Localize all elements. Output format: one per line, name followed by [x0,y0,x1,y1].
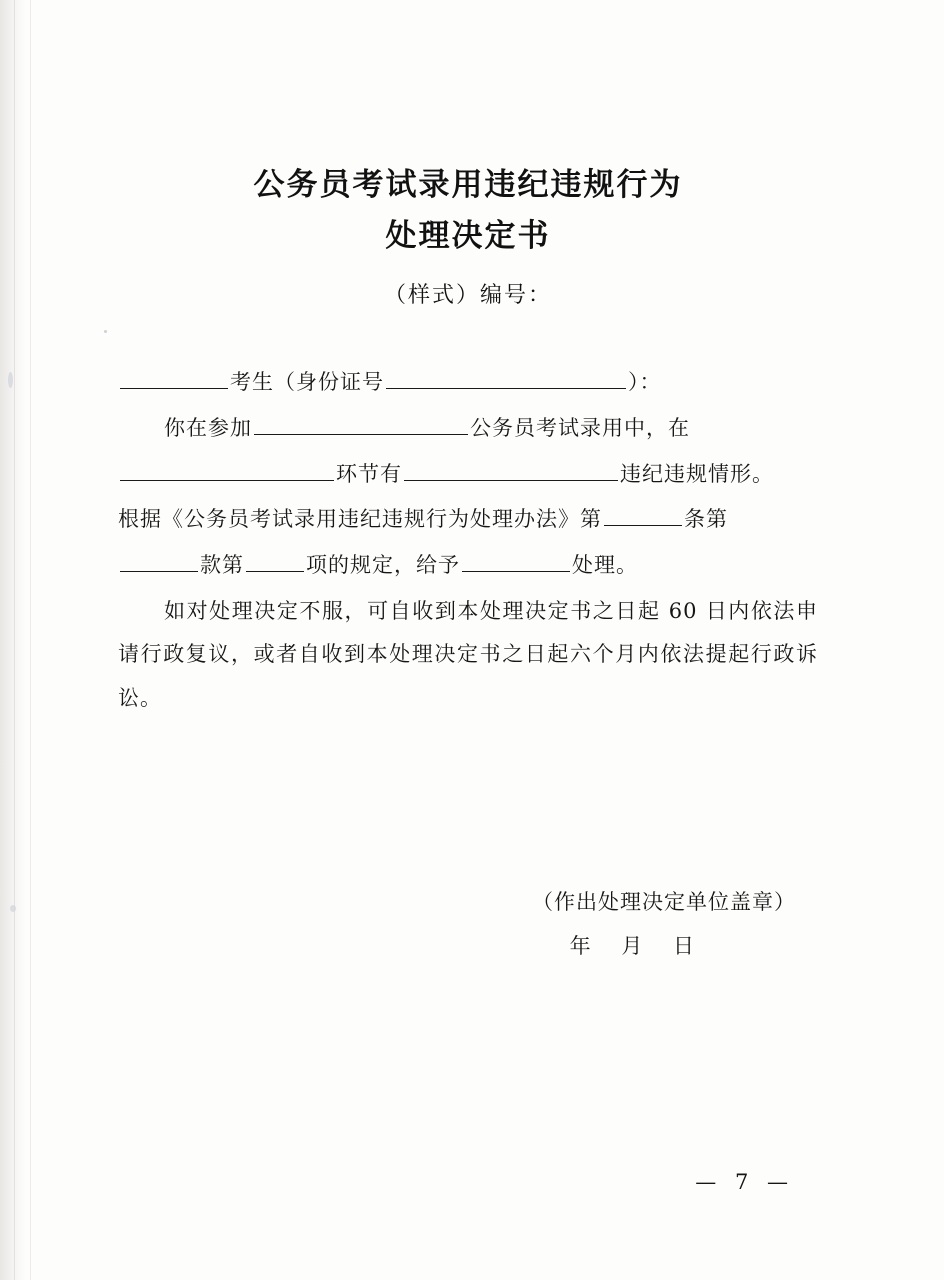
blank-violation[interactable] [404,458,618,481]
scan-speck [10,905,16,912]
document-text [118,361,818,720]
paragraph-1 [118,407,818,451]
document-subtitle: （样式）编号： [383,283,552,309]
p1-text-a: 你在参加 [164,415,252,440]
signature-block [118,880,818,968]
p4-text-a: 款第 [200,552,244,577]
scan-artifact-line [14,0,15,1280]
scan-artifact-line [30,0,31,1280]
title-line-2: 处理决定书 [385,218,551,255]
blank-stage[interactable] [120,458,334,481]
p2-text-b: 违纪违规情形。 [620,461,774,486]
scan-speck [8,372,13,388]
p4-text-b: 项的规定，给予 [306,552,460,577]
paragraph-4 [118,544,818,588]
signature-organization: （作出处理决定单位盖章） [532,890,796,914]
p3-text-b: 条第 [684,507,728,532]
title-line-1: 公务员考试录用违纪违规行为 [253,167,683,203]
blank-candidate-name[interactable] [120,366,228,389]
blank-article[interactable] [604,503,682,526]
page-title [118,160,818,262]
addressee-line [118,361,818,405]
paragraph-5: 如对处理决定不服，可自收到本处理决定书之日起 60 日内依法申请行政复议，或者自收到本处理决定书之日起六个月内依法提起行政诉讼。 [118,598,818,710]
p3-text-a: 根据《公务员考试录用违纪违规行为处理办法》第 [118,507,602,532]
paragraph-3 [118,498,818,542]
page-number: — 7 — [695,1170,794,1194]
p2-text-a: 环节有 [336,461,402,486]
p1-text-b: 公务员考试录用中，在 [470,415,690,440]
scan-edge-shadow [0,0,26,1280]
signature-date: 年 月 日 [569,934,706,959]
blank-exam-name[interactable] [254,412,468,435]
document-body [118,160,818,723]
blank-item[interactable] [246,549,304,572]
blank-id-number[interactable] [386,366,626,389]
addressee-suffix: ）： [628,370,662,395]
addressee-prefix: 考生（身份证号 [230,370,384,395]
blank-clause[interactable] [120,549,198,572]
blank-penalty[interactable] [462,549,570,572]
p4-text-c: 处理。 [572,552,638,577]
paragraph-2 [118,453,818,497]
scan-speck [104,330,107,333]
